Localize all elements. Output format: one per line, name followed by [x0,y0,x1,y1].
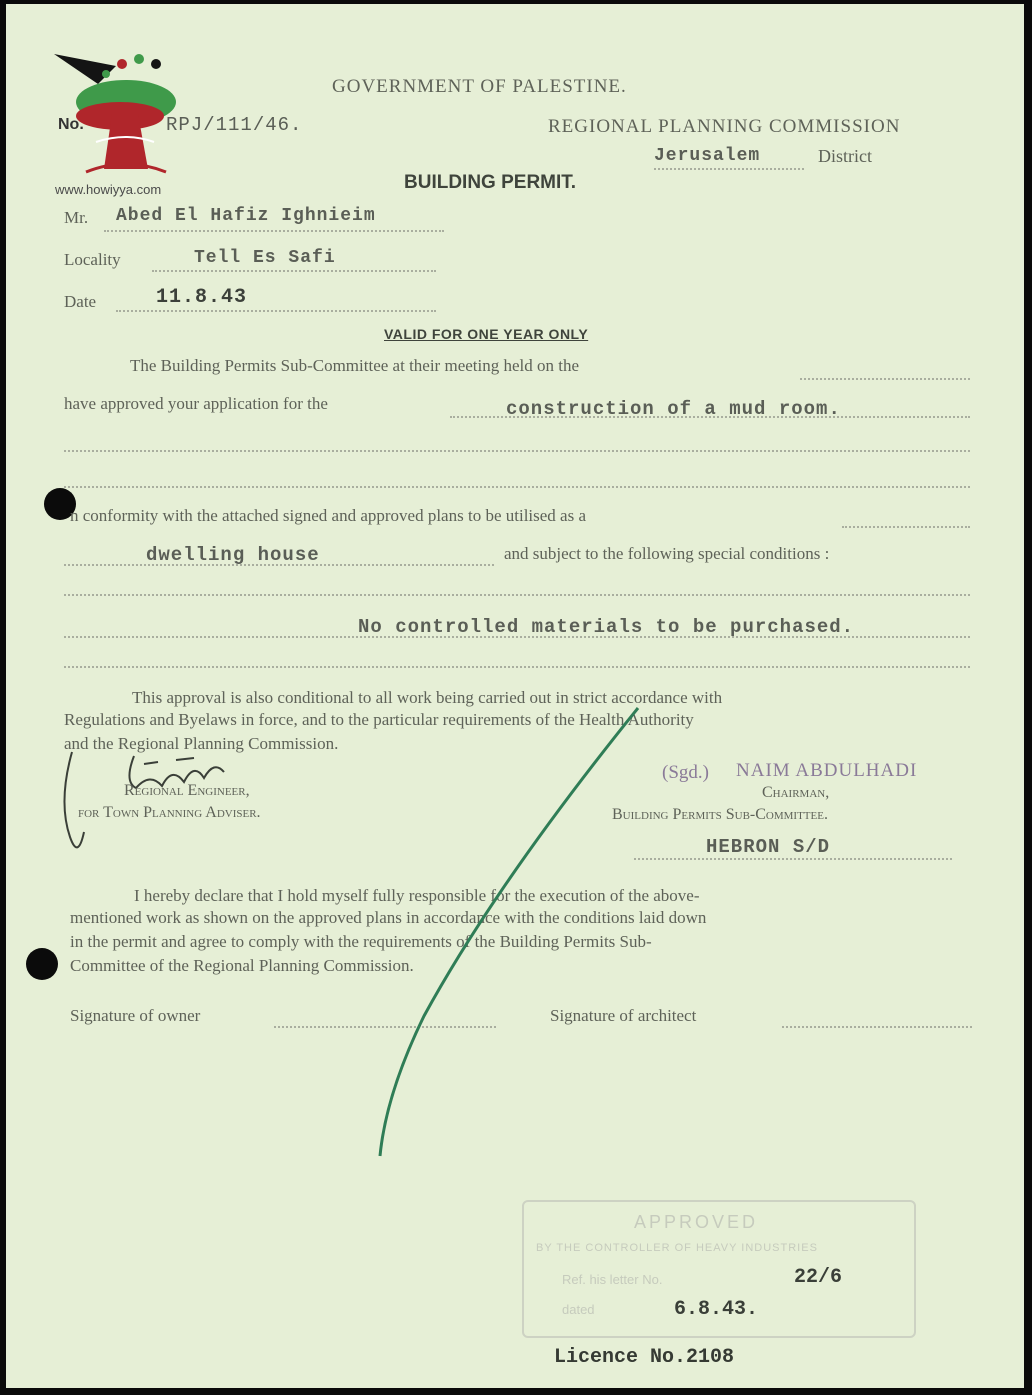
architect-signature-label: Signature of architect [550,1006,697,1025]
district-value: Jerusalem [654,146,761,166]
stamp-title: APPROVED [634,1212,759,1232]
stamp-ref-value: 22/6 [794,1266,843,1289]
chairman-title: Chairman, [762,784,830,801]
chairman-name: NAIM ABDULHADI [736,760,918,781]
approval-line-2: Regulations and Byelaws in force, and to the particular requirements of the Health Authority [64,710,694,729]
validity-notice: VALID FOR ONE YEAR ONLY [384,326,589,342]
engineer-title: Regional Engineer, [124,782,250,799]
body-line-3: n conformity with the attached signed and approved plans to be utilised as a [70,506,587,525]
approval-stamp [522,1200,916,1338]
commission-heading: REGIONAL PLANNING COMMISSION [548,116,901,137]
date-label: Date [64,292,97,311]
declaration-line-4: Committee of the Regional Planning Commission. [70,956,414,975]
chairman-sgd: (Sgd.) [662,762,709,783]
approval-line-1: This approval is also conditional to all work being carried out in strict accordance with [132,688,723,707]
mr-label: Mr. [64,208,89,227]
body-line-4: and subject to the following special conditions : [504,544,830,563]
chairman-area: HEBRON S/D [706,836,831,858]
declaration-line-3: in the permit and agree to comply with the requirements of the Building Permits Sub- [70,932,652,951]
special-condition: No controlled materials to be purchased. [358,616,855,638]
stamp-ref-label: Ref. his letter No. [562,1272,663,1287]
date-value: 11.8.43 [156,286,248,309]
applicant-name: Abed El Hafiz Ighnieim [116,206,376,226]
green-pen-stroke [366,704,656,1164]
approval-line-3: and the Regional Planning Commission. [64,734,339,753]
engineer-subtitle: for Town Planning Adviser. [78,804,261,821]
locality-label: Locality [64,250,121,269]
work-description: construction of a mud room. [506,398,841,420]
declaration-line-2: mentioned work as shown on the approved plans in accordance with the conditions laid down [70,908,707,927]
punch-hole [26,948,58,980]
ref-label: No. [58,116,84,133]
permit-title: BUILDING PERMIT. [404,172,577,193]
locality-value: Tell Es Safi [194,248,336,268]
licence-number: Licence No.2108 [554,1346,735,1369]
government-heading: GOVERNMENT OF PALESTINE. [332,76,627,97]
declaration-line-1: I hereby declare that I hold myself fully responsible for the execution of the above- [134,886,700,905]
owner-signature-label: Signature of owner [70,1006,201,1025]
body-line-2: have approved your application for the [64,394,328,413]
ref-number: RPJ/111/46. [166,114,303,136]
logo-url: www.howiyya.com [55,182,162,197]
stamp-dated-label: dated [562,1302,595,1317]
stamp-dated-value: 6.8.43. [674,1298,759,1321]
body-line-1: The Building Permits Sub-Committee at their meeting held on the [130,356,580,375]
permit-document [6,4,1024,1388]
stamp-subtitle: BY THE CONTROLLER OF HEAVY INDUSTRIES [536,1242,818,1254]
engineer-signature [54,742,264,862]
chairman-committee: Building Permits Sub-Committee. [612,806,828,823]
district-label: District [818,146,872,166]
usage-value: dwelling house [146,544,320,566]
